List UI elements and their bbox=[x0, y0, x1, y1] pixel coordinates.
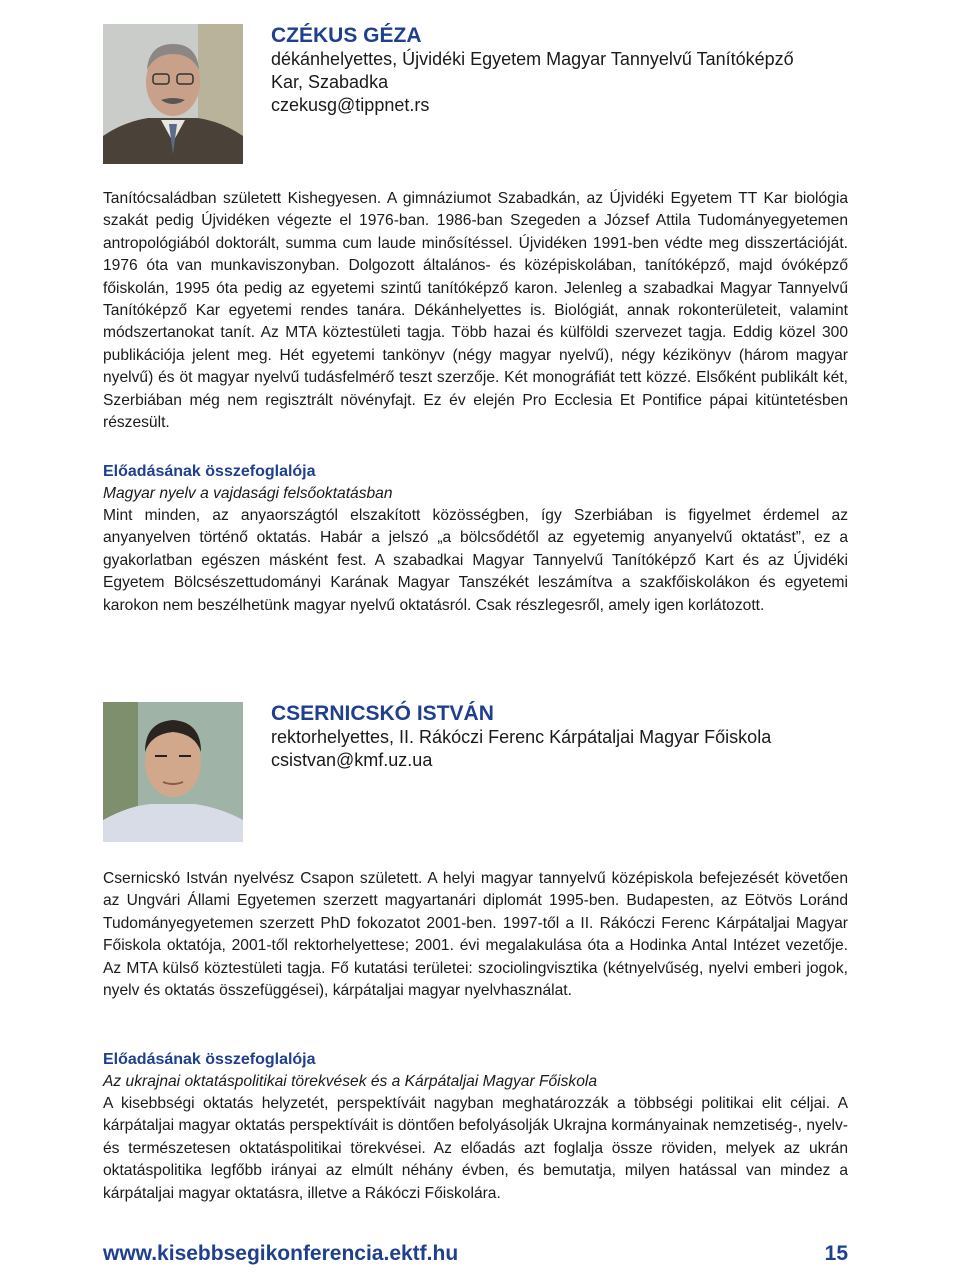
abstract-title: Az ukrajnai oktatáspolitikai törekvések és a Kárpátaljai Magyar Főiskola bbox=[103, 1073, 598, 1090]
person-role: dékánhelyettes, Újvidéki Egyetem Magyar Tannyelvű Tanítóképző bbox=[271, 49, 794, 69]
abstract-body: A kisebbségi oktatás helyzetét, perspektíváit nagyban meghatározzák a többségi politikai elit céljai. A kárpátaljai magyar oktatás perspektíváit is döntően befolyásolják Ukrajna kormányainak nemzetiség-, nyelv- és természetesen oktatáspolitikai törekvései. Az előadás azt foglalja össze röviden, melyek az ukrán oktatáspolitika legfőbb irányai az elmúlt néhány évben, és bemutatja, milyen hatással van mindez a kárpátaljai magyar oktatásra, illetve a Rákóczi Főiskolára. bbox=[103, 1095, 848, 1202]
abstract-title: Magyar nyelv a vajdasági felsőoktatásban bbox=[103, 485, 393, 502]
abstract-heading: Előadásának összefoglalója bbox=[103, 1051, 316, 1068]
person-header-2 bbox=[103, 702, 848, 847]
person-header-1 bbox=[103, 24, 848, 169]
person-role: rektorhelyettes, II. Rákóczi Ferenc Kárpátaljai Magyar Főiskola bbox=[271, 727, 772, 747]
portrait-photo-illustration bbox=[103, 24, 243, 164]
portrait-photo bbox=[103, 702, 243, 842]
person-bio-1: Tanítócsaládban született Kishegyesen. A gimnáziumot Szabadkán, az Újvidéki Egyetem TT Kar biológia szakát pedig Újvidéken végezte el 1976-ban. 1986-ban Szegeden a József Attila Tudományegyetemen antropológiából doktorált, summa cum laude minősítéssel. Újvidéken 1991-ben védte meg disszertációját. 1976 óta van munkaviszonyban. Dolgozott általános- és középiskolában, tanítóképző, majd óvóképző főiskolán, 1995 óta pedig az egyetemi szintű tanítóképző karon. Jelenleg a szabadkai Magyar Tannyelvű Tanítóképző Kar egyetemi rendes tanára. Dékánhelyettes is. Biológiát, annak rokonterületeit, valamint módszertanokat tanít. Az MTA köztestületi tagja. Több hazai és külföldi szervezet tagja. Eddig közel 300 publikációja jelent meg. Hét egyetemi tankönyv (négy magyar nyelvű), négy kézikönyv (három magyar nyelvű) és öt magyar nyelvű tudásfelmérő teszt szerzője. Két monográfiát tett közzé. Elsőként publikált két, Szerbiában még nem regisztrált növényfajt. Ez év elején Pro Ecclesia Et Pontifice pápai kitüntetésben részesült. bbox=[103, 190, 848, 432]
person-bio-2: Csernicskó István nyelvész Csapon született. A helyi magyar tannyelvű középiskola befejezését követően az Ungvári Állami Egyetemen szerzett magyartanári diplomát 1995-ben. Budapesten, az Eötvös Loránd Tudományegyetemen szerzett PhD fokozatot 2001-ben. 1997-től a II. Rákóczi Ferenc Kárpátaljai Magyar Főiskola oktatója, 2001-től rektorhelyettese; 2001. évi megalakulása óta a Hodinka Antal Intézet vezetője. Az MTA külső köztestületi tagja. Fő kutatási területei: szociolingvisztika (kétnyelvűség, nyelvi emberi jogok, nyelv és oktatás összefüggései), kárpátaljai magyar nyelvhasználat. bbox=[103, 870, 848, 1000]
abstract-heading: Előadásának összefoglalója bbox=[103, 463, 316, 480]
portrait-photo-illustration bbox=[103, 702, 243, 842]
person-name: CSERNICSKÓ ISTVÁN bbox=[271, 702, 494, 725]
abstract-section-1 bbox=[103, 461, 848, 617]
footer-website-link[interactable]: www.kisebbsegikonferencia.ektf.hu bbox=[103, 1242, 459, 1265]
abstract-section-2 bbox=[103, 1049, 848, 1205]
person-info-1 bbox=[271, 24, 851, 117]
person-email: csistvan@kmf.uz.ua bbox=[271, 750, 433, 770]
person-name: CZÉKUS GÉZA bbox=[271, 24, 422, 47]
page-footer bbox=[103, 1242, 848, 1272]
abstract-body: Mint minden, az anyaországtól elszakított közösségben, így Szerbiában is figyelmet érdemel az anyanyelven történő oktatás. Habár a jelszó „a bölcsődétől az egyetemig anyanyelvű oktatást”, ez a gyakorlatban egészen másként fest. A szabadkai Magyar Tannyelvű Tanítóképző Kart és az Újvidéki Egyetem Bölcsészettudományi Karának Magyar Tanszékét leszámítva a szakfőiskolákon és egyetemi karokon nem beszélhetünk magyar nyelvű oktatásról. Csak részlegesről, amely igen korlátozott. bbox=[103, 507, 848, 614]
portrait-photo bbox=[103, 24, 243, 164]
person-role-cont: Kar, Szabadka bbox=[271, 72, 389, 92]
person-email: czekusg@tippnet.rs bbox=[271, 95, 430, 115]
person-info-2 bbox=[271, 702, 851, 772]
page-number: 15 bbox=[824, 1242, 848, 1265]
